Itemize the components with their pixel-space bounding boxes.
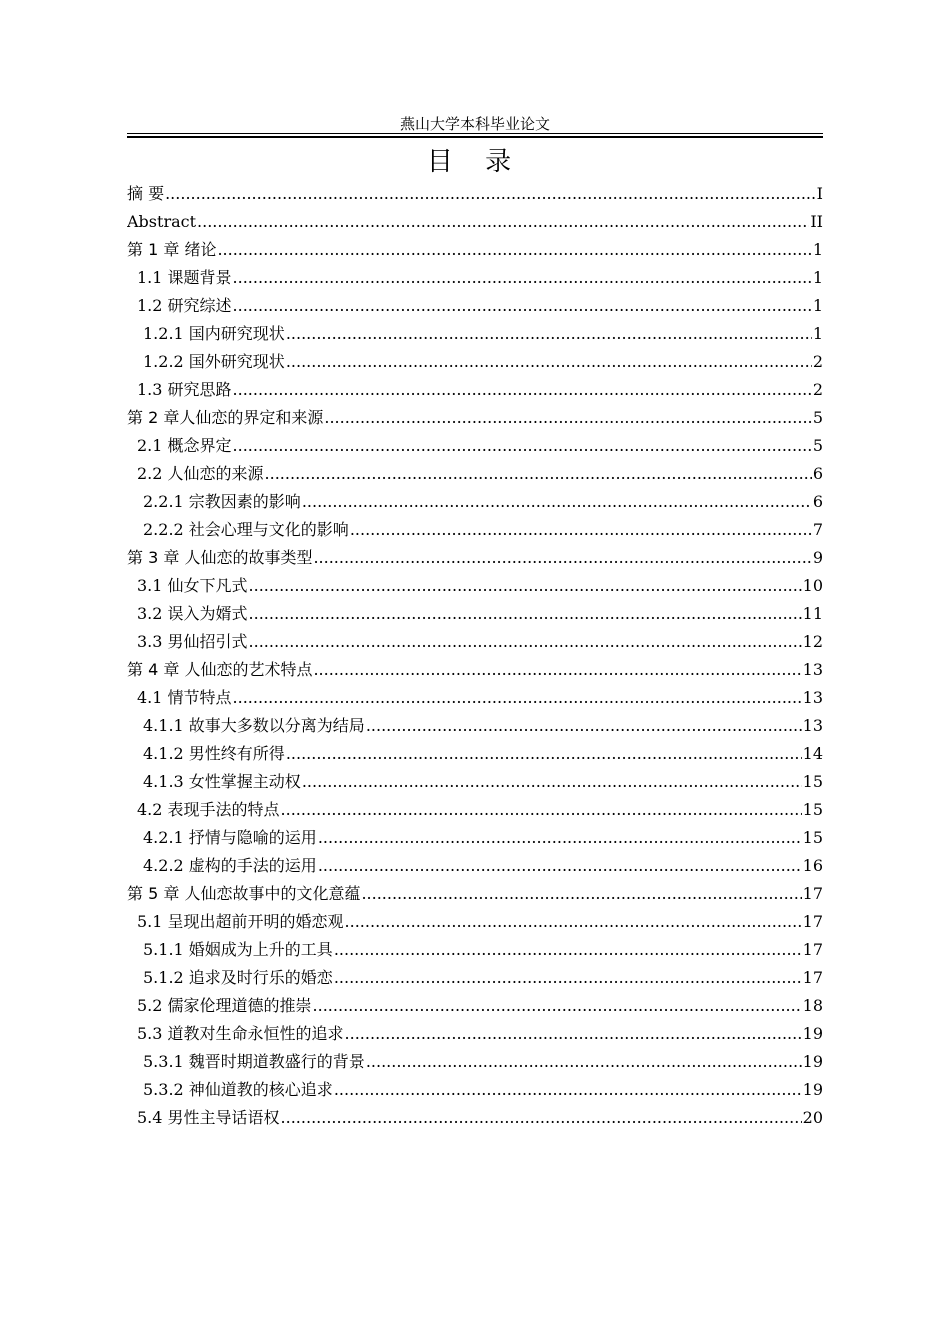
toc-entry[interactable] [127,684,823,712]
toc-entry-page-number: 12 [802,632,823,651]
toc-entry-label: 2.2.2 社会心理与文化的影响 [143,520,349,539]
toc-entry-page-number: 17 [802,912,823,931]
toc-entry-label: 5.3 道教对生命永恒性的追求 [137,1024,344,1043]
toc-entry[interactable] [127,1104,823,1132]
toc-dot-leader [318,824,802,852]
header-rule-thin [127,133,823,134]
toc-entry-label: 5.2 儒家伦理道德的推崇 [137,996,312,1015]
toc-entry-label: 1.2.1 国内研究现状 [143,324,285,343]
toc-dot-leader [334,1076,802,1104]
toc-dot-leader [197,208,809,236]
toc-dot-leader [334,936,802,964]
toc-entry[interactable] [127,376,823,404]
toc-title: 目 录 [426,147,524,177]
toc-entry[interactable] [127,208,823,236]
toc-entry[interactable] [127,768,823,796]
toc-entry-page-number: 1 [812,240,823,259]
toc-dot-leader [233,376,812,404]
toc-entry[interactable] [127,712,823,740]
header-rule-thick [127,136,823,138]
toc-entry[interactable] [127,180,823,208]
toc-entry-page-number: 1 [812,268,823,287]
toc-entry[interactable] [127,544,823,572]
toc-entry-label: 3.1 仙女下凡式 [137,576,248,595]
toc-entry-page-number: 6 [812,464,823,483]
toc-dot-leader [361,880,801,908]
toc-entry[interactable] [127,320,823,348]
toc-entry-page-number: 17 [802,968,823,987]
toc-entry[interactable] [127,236,823,264]
toc-dot-leader [286,320,812,348]
toc-entry-page-number: 10 [802,576,823,595]
toc-dot-leader [302,768,802,796]
toc-entry-label: 摘 要 [127,184,165,203]
toc-entry-label: 第 3 章 人仙恋的故事类型 [127,548,313,567]
toc-entry-page-number: 6 [812,492,823,511]
toc-dot-leader [249,628,802,656]
toc-dot-leader [350,516,812,544]
toc-entry-label: 5.3.2 神仙道教的核心追求 [143,1080,333,1099]
toc-entry[interactable] [127,628,823,656]
toc-entry-page-number: 7 [812,520,823,539]
toc-dot-leader [366,1048,802,1076]
toc-entry-label: 5.3.1 魏晋时期道教盛行的背景 [143,1052,365,1071]
toc-entry-label: 第 4 章 人仙恋的艺术特点 [127,660,313,679]
toc-entry[interactable] [127,796,823,824]
toc-entry-page-number: 20 [802,1108,823,1127]
toc-dot-leader [233,684,802,712]
toc-dot-leader [286,348,812,376]
toc-entry-page-number: 19 [802,1024,823,1043]
toc-entry-label: 4.1.2 男性终有所得 [143,744,285,763]
toc-entry-page-number: 17 [802,940,823,959]
toc-entry-label: 5.1 呈现出超前开明的婚恋观 [137,912,344,931]
toc-entry-page-number: 13 [802,660,823,679]
toc-entry[interactable] [127,1048,823,1076]
toc-entry-page-number: 18 [802,996,823,1015]
toc-dot-leader [313,656,801,684]
toc-entry-page-number: 17 [802,884,823,903]
toc-entry-page-number: 9 [812,548,823,567]
toc-entry[interactable] [127,292,823,320]
toc-entry[interactable] [127,852,823,880]
toc-entry-label: 1.1 课题背景 [137,268,232,287]
toc-dot-leader [313,992,802,1020]
toc-dot-leader [249,572,802,600]
toc-entry-label: 2.2.1 宗教因素的影响 [143,492,301,511]
toc-entry-page-number: 2 [812,352,823,371]
toc-entry-label: 4.2 表现手法的特点 [137,800,280,819]
toc-dot-leader [265,460,812,488]
toc-entry[interactable] [127,516,823,544]
toc-entry-page-number: 2 [812,380,823,399]
toc-entry[interactable] [127,824,823,852]
toc-dot-leader [281,796,802,824]
toc-entry-page-number: 19 [802,1052,823,1071]
toc-entry-page-number: II [810,212,823,231]
toc-entry-page-number: 1 [812,324,823,343]
toc-entry[interactable] [127,432,823,460]
toc-entry-label: 1.2.2 国外研究现状 [143,352,285,371]
toc-entry-label: 5.1.2 追求及时行乐的婚恋 [143,968,333,987]
toc-dot-leader [217,236,811,264]
toc-entry-label: 5.4 男性主导话语权 [137,1108,280,1127]
toc-dot-leader [345,1020,802,1048]
toc-entry[interactable] [127,656,823,684]
toc-entry[interactable] [127,936,823,964]
toc-entry-label: 4.2.1 抒情与隐喻的运用 [143,828,317,847]
toc-entry-label: 2.2 人仙恋的来源 [137,464,264,483]
toc-dot-leader [313,544,811,572]
toc-entry[interactable] [127,740,823,768]
toc-dot-leader [165,180,816,208]
toc-entry[interactable] [127,572,823,600]
toc-entry-label: 第 2 章人仙恋的界定和来源 [127,408,324,427]
toc-entry-label: 5.1.1 婚姻成为上升的工具 [143,940,333,959]
toc-entry[interactable] [127,348,823,376]
toc-dot-leader [286,740,802,768]
toc-entry-page-number: 19 [802,1080,823,1099]
toc-entry-label: 第 5 章 人仙恋故事中的文化意蕴 [127,884,361,903]
toc-entry-label: 4.2.2 虚构的手法的运用 [143,856,317,875]
toc-dot-leader [366,712,802,740]
toc-dot-leader [233,432,812,460]
toc-entry[interactable] [127,600,823,628]
toc-entry-page-number: 13 [802,688,823,707]
toc-entry-label: 3.3 男仙招引式 [137,632,248,651]
toc-entry-label: Abstract [127,212,197,231]
toc-entry-page-number: 1 [812,296,823,315]
toc-dot-leader [281,1104,802,1132]
toc-entry-label: 第 1 章 绪论 [127,240,217,259]
toc-entry-label: 1.2 研究综述 [137,296,232,315]
toc-entry-page-number: 13 [802,716,823,735]
toc-dot-leader [324,404,811,432]
toc-entry[interactable] [127,264,823,292]
toc-entry[interactable] [127,1076,823,1104]
toc-entry[interactable] [127,880,823,908]
toc-entry-label: 3.2 误入为婿式 [137,604,248,623]
toc-dot-leader [318,852,802,880]
toc-dot-leader [302,488,812,516]
toc-entry[interactable] [127,992,823,1020]
toc-entry-label: 1.3 研究思路 [137,380,232,399]
toc-entry[interactable] [127,1020,823,1048]
toc-entry-page-number: I [816,184,823,203]
toc-entry[interactable] [127,488,823,516]
toc-entry[interactable] [127,908,823,936]
page-header: 燕山大学本科毕业论文 [399,115,550,133]
toc-entry-label: 4.1.1 故事大多数以分离为结局 [143,716,365,735]
toc-entry-page-number: 15 [802,800,823,819]
toc-dot-leader [249,600,802,628]
toc-entry-label: 4.1.3 女性掌握主动权 [143,772,301,791]
toc-dot-leader [233,292,812,320]
toc-dot-leader [233,264,812,292]
toc-entry-page-number: 15 [802,772,823,791]
toc-entry[interactable] [127,460,823,488]
toc-dot-leader [334,964,802,992]
toc-entry[interactable] [127,404,823,432]
table-of-contents [127,180,823,1132]
toc-entry[interactable] [127,964,823,992]
toc-entry-page-number: 15 [802,828,823,847]
toc-entry-page-number: 5 [812,408,823,427]
toc-dot-leader [345,908,802,936]
toc-entry-page-number: 5 [812,436,823,455]
toc-entry-label: 4.1 情节特点 [137,688,232,707]
toc-entry-page-number: 16 [802,856,823,875]
toc-entry-page-number: 11 [802,604,823,623]
toc-entry-page-number: 14 [802,744,823,763]
toc-entry-label: 2.1 概念界定 [137,436,232,455]
